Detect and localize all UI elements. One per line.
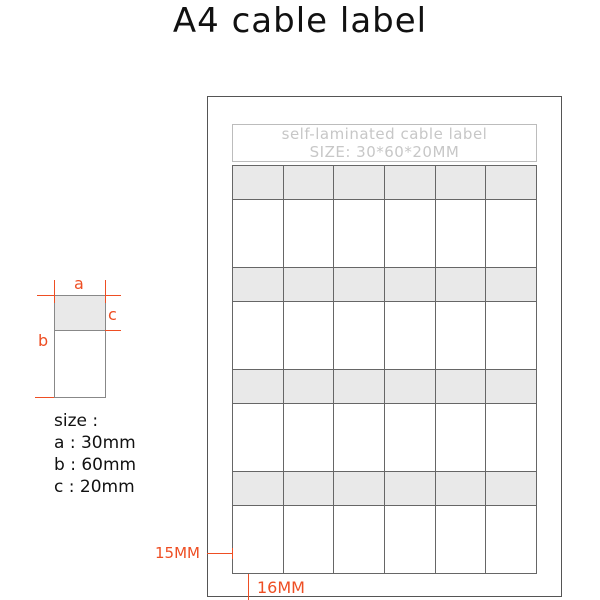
label-print-cell — [385, 166, 436, 199]
size-legend-item: c : 20mm — [54, 477, 135, 497]
label-row-film-band — [233, 302, 536, 370]
left-margin-dim-line — [207, 553, 233, 554]
label-print-cell — [233, 268, 284, 301]
label-print-cell — [436, 268, 487, 301]
size-legend-item: b : 60mm — [54, 455, 137, 475]
label-print-cell — [486, 268, 536, 301]
label-grid — [232, 165, 537, 574]
label-print-cell — [334, 370, 385, 403]
laminate-label-c: c — [108, 305, 117, 324]
label-film-cell — [233, 404, 284, 471]
label-print-cell — [436, 166, 487, 199]
label-print-cell — [486, 166, 536, 199]
label-film-cell — [385, 200, 436, 267]
label-film-cell — [436, 506, 487, 573]
label-film-cell — [284, 200, 335, 267]
label-print-cell — [334, 472, 385, 505]
label-print-cell — [284, 268, 335, 301]
label-film-cell — [284, 404, 335, 471]
label-row-film-band — [233, 404, 536, 472]
label-film-cell — [284, 302, 335, 369]
label-print-cell — [436, 370, 487, 403]
size-legend-heading: size : — [54, 411, 99, 431]
label-print-cell — [233, 166, 284, 199]
label-film-cell — [436, 200, 487, 267]
label-print-cell — [385, 472, 436, 505]
label-diagram-outline — [54, 295, 106, 398]
label-print-cell — [334, 268, 385, 301]
label-print-cell — [233, 370, 284, 403]
label-row-print-band — [233, 370, 536, 404]
label-film-cell — [486, 506, 536, 573]
sheet-header-line1: self-laminated cable label — [281, 125, 488, 143]
label-film-cell — [334, 506, 385, 573]
label-film-cell — [233, 200, 284, 267]
width-label-a: a — [74, 274, 84, 293]
label-film-cell — [486, 200, 536, 267]
page-title: A4 cable label — [172, 1, 428, 41]
label-print-cell — [486, 472, 536, 505]
bottom-margin-label: 16MM — [257, 578, 305, 597]
dim-line-top-right — [105, 295, 121, 296]
label-print-cell — [385, 268, 436, 301]
label-print-cell — [436, 472, 487, 505]
dim-line-bottom — [35, 397, 54, 398]
left-margin-dim-tick — [232, 548, 233, 559]
dim-line-top-left — [37, 295, 54, 296]
label-print-cell — [284, 472, 335, 505]
left-margin-label: 15MM — [155, 544, 200, 562]
label-film-cell — [334, 200, 385, 267]
label-film-cell — [233, 506, 284, 573]
label-print-cell — [385, 370, 436, 403]
height-label-b: b — [38, 331, 49, 350]
label-film-cell — [385, 404, 436, 471]
dim-line-laminate — [105, 330, 121, 331]
dim-tick-right — [105, 280, 106, 303]
label-print-cell — [284, 166, 335, 199]
label-row-print-band — [233, 268, 536, 302]
label-film-cell — [385, 302, 436, 369]
label-film-cell — [334, 404, 385, 471]
label-print-cell — [334, 166, 385, 199]
label-film-cell — [436, 404, 487, 471]
dim-tick-left — [54, 280, 55, 303]
label-row-print-band — [233, 166, 536, 200]
sheet-header-line2: SIZE: 30*60*20MM — [309, 143, 460, 161]
sheet-header-box — [232, 124, 537, 162]
label-diagram-laminate-area — [55, 296, 105, 331]
label-film-cell — [436, 302, 487, 369]
label-row-film-band — [233, 506, 536, 573]
label-row-print-band — [233, 472, 536, 506]
label-row-film-band — [233, 200, 536, 268]
label-print-cell — [486, 370, 536, 403]
size-legend — [54, 410, 136, 498]
label-film-cell — [486, 404, 536, 471]
label-film-cell — [284, 506, 335, 573]
size-legend-item: a : 30mm — [54, 433, 136, 453]
label-print-cell — [284, 370, 335, 403]
label-film-cell — [233, 302, 284, 369]
bottom-margin-dim-line — [248, 574, 249, 600]
label-film-cell — [486, 302, 536, 369]
label-print-cell — [233, 472, 284, 505]
label-film-cell — [385, 506, 436, 573]
label-film-cell — [334, 302, 385, 369]
